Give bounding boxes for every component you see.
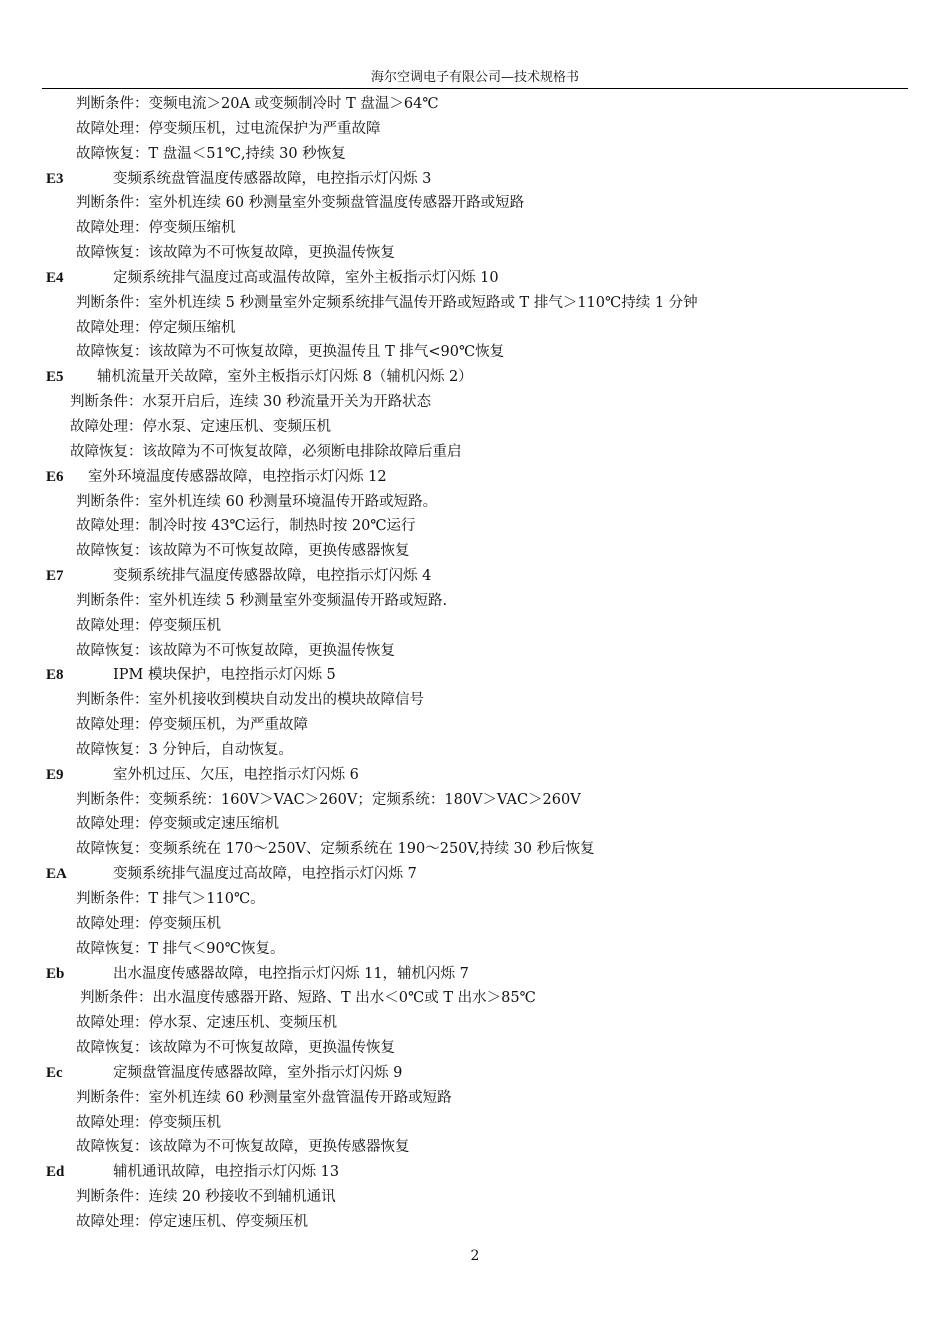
fault-detail-row bbox=[0, 639, 950, 664]
fault-detail-text: 故障恢复：该故障为不可恢复故障，更换传感器恢复 bbox=[76, 543, 410, 560]
fault-code-row bbox=[0, 266, 950, 291]
fault-code: E8 bbox=[46, 667, 64, 684]
fault-detail-text: 判断条件：变频电流＞20A 或变频制冷时 T 盘温＞64℃ bbox=[76, 96, 439, 112]
fault-detail-text: 判断条件：出水温度传感器开路、短路、T 出水＜0℃或 T 出水＞85℃ bbox=[80, 990, 536, 1007]
fault-detail-row bbox=[0, 986, 950, 1011]
fault-code-row bbox=[0, 167, 950, 192]
fault-detail-row bbox=[0, 291, 950, 316]
fault-title: 室外机过压、欠压，电控指示灯闪烁 6 bbox=[113, 766, 359, 783]
fault-detail-text: 判断条件：T 排气＞110℃。 bbox=[76, 891, 265, 907]
fault-detail-row bbox=[0, 390, 950, 415]
fault-detail-row bbox=[0, 241, 950, 266]
fault-detail-row bbox=[0, 490, 950, 515]
fault-detail-row bbox=[0, 912, 950, 937]
fault-code: EA bbox=[46, 866, 67, 883]
fault-title: 定频盘管温度传感器故障，室外指示灯闪烁 9 bbox=[113, 1064, 403, 1081]
fault-code: E5 bbox=[46, 369, 64, 386]
fault-code-row bbox=[0, 365, 950, 390]
fault-detail-row bbox=[0, 937, 950, 962]
fault-detail-row bbox=[0, 1086, 950, 1111]
fault-code: E4 bbox=[46, 269, 64, 286]
fault-detail-row bbox=[0, 117, 950, 142]
fault-title: 室外环境温度传感器故障，电控指示灯闪烁 12 bbox=[88, 468, 387, 485]
fault-detail-row bbox=[0, 514, 950, 539]
fault-detail-row bbox=[0, 415, 950, 440]
fault-detail-row bbox=[0, 191, 950, 216]
fault-detail-row bbox=[0, 539, 950, 564]
fault-detail-row bbox=[0, 92, 950, 117]
fault-detail-text: 判断条件：室外机连续 60 秒测量环境温传开路或短路。 bbox=[76, 493, 438, 510]
fault-code-row bbox=[0, 1061, 950, 1086]
fault-detail-text: 故障恢复：3 分钟后，自动恢复。 bbox=[76, 741, 293, 758]
fault-code: E3 bbox=[46, 170, 64, 187]
fault-detail-text: 故障处理：停变频或定速压缩机 bbox=[76, 816, 279, 833]
fault-detail-text: 故障恢复：该故障为不可恢复故障，更换温传且 T 排气<90℃恢复 bbox=[76, 344, 505, 361]
fault-detail-row bbox=[0, 440, 950, 465]
header-divider bbox=[42, 88, 908, 89]
fault-title: IPM 模块保护，电控指示灯闪烁 5 bbox=[113, 667, 336, 684]
fault-detail-row bbox=[0, 812, 950, 837]
fault-detail-row bbox=[0, 216, 950, 241]
fault-detail-row bbox=[0, 1011, 950, 1036]
fault-detail-text: 故障处理：制冷时按 43℃运行，制热时按 20℃运行 bbox=[76, 518, 416, 535]
fault-detail-row bbox=[0, 738, 950, 763]
fault-code-row bbox=[0, 465, 950, 490]
fault-detail-row bbox=[0, 1135, 950, 1160]
fault-detail-text: 判断条件：室外机接收到模块自动发出的模块故障信号 bbox=[76, 692, 424, 709]
fault-detail-row bbox=[0, 614, 950, 639]
fault-code-row bbox=[0, 763, 950, 788]
fault-title: 辅机流量开关故障，室外主板指示灯闪烁 8（辅机闪烁 2） bbox=[97, 369, 473, 386]
fault-detail-text: 故障处理：停变频压机，为严重故障 bbox=[76, 717, 308, 734]
fault-detail-row bbox=[0, 1185, 950, 1210]
fault-detail-text: 故障处理：停变频压缩机 bbox=[76, 220, 236, 237]
fault-detail-row bbox=[0, 1210, 950, 1235]
fault-title: 定频系统排气温度过高或温传故障，室外主板指示灯闪烁 10 bbox=[113, 269, 499, 286]
fault-detail-text: 故障处理：停变频压机 bbox=[76, 617, 221, 634]
fault-detail-text: 故障处理：停变频压机 bbox=[76, 915, 221, 932]
fault-detail-text: 故障处理：停变频压机 bbox=[76, 1114, 221, 1131]
fault-detail-row bbox=[0, 788, 950, 813]
fault-detail-text: 判断条件：水泵开启后，连续 30 秒流量开关为开路状态 bbox=[70, 394, 432, 411]
fault-code-list bbox=[0, 92, 950, 1235]
fault-detail-text: 故障处理：停定速压机、停变频压机 bbox=[76, 1213, 308, 1230]
fault-detail-text: 判断条件：室外机连续 60 秒测量室外盘管温传开路或短路 bbox=[76, 1089, 452, 1106]
fault-detail-text: 故障处理：停水泵、定速压机、变频压机 bbox=[76, 1015, 337, 1032]
fault-code-row bbox=[0, 962, 950, 987]
fault-code: Ed bbox=[46, 1164, 65, 1181]
fault-detail-row bbox=[0, 1111, 950, 1136]
fault-detail-text: 故障恢复：该故障为不可恢复故障，必须断电排除故障后重启 bbox=[70, 443, 462, 460]
fault-detail-text: 故障恢复：T 排气＜90℃恢复。 bbox=[76, 940, 285, 957]
fault-detail-row bbox=[0, 340, 950, 365]
fault-detail-text: 故障处理：停水泵、定速压机、变频压机 bbox=[70, 418, 331, 435]
fault-detail-text: 故障恢复：该故障为不可恢复故障，更换传感器恢复 bbox=[76, 1139, 410, 1156]
fault-detail-text: 故障恢复：该故障为不可恢复故障，更换温传恢复 bbox=[76, 245, 395, 262]
fault-code: E7 bbox=[46, 568, 64, 585]
fault-title: 变频系统排气温度传感器故障，电控指示灯闪烁 4 bbox=[113, 568, 432, 585]
fault-title: 辅机通讯故障，电控指示灯闪烁 13 bbox=[113, 1164, 340, 1181]
fault-title: 出水温度传感器故障，电控指示灯闪烁 11，辅机闪烁 7 bbox=[113, 965, 469, 982]
fault-detail-text: 判断条件：连续 20 秒接收不到辅机通讯 bbox=[76, 1189, 336, 1206]
fault-code-row bbox=[0, 564, 950, 589]
fault-code: Eb bbox=[46, 965, 65, 982]
fault-code-row bbox=[0, 663, 950, 688]
fault-detail-text: 故障恢复：T 盘温＜51℃,持续 30 秒恢复 bbox=[76, 145, 346, 162]
fault-detail-row bbox=[0, 837, 950, 862]
fault-detail-row bbox=[0, 688, 950, 713]
fault-detail-text: 故障恢复：该故障为不可恢复故障，更换温传恢复 bbox=[76, 642, 395, 659]
fault-detail-text: 判断条件：室外机连续 5 秒测量室外变频温传开路或短路. bbox=[76, 592, 448, 609]
fault-detail-row bbox=[0, 887, 950, 912]
fault-detail-text: 故障恢复：变频系统在 170～250V、定频系统在 190～250V,持续 30 秒后恢复 bbox=[76, 841, 595, 858]
fault-detail-text: 故障处理：停定频压缩机 bbox=[76, 319, 236, 336]
fault-detail-text: 故障恢复：该故障为不可恢复故障，更换温传恢复 bbox=[76, 1040, 395, 1057]
fault-detail-row bbox=[0, 316, 950, 341]
fault-detail-text: 故障处理：停变频压机，过电流保护为严重故障 bbox=[76, 120, 381, 137]
fault-code-row bbox=[0, 862, 950, 887]
fault-detail-row bbox=[0, 142, 950, 167]
page-number: 2 bbox=[470, 1248, 480, 1264]
fault-detail-row bbox=[0, 713, 950, 738]
document-header: 海尔空调电子有限公司—技术规格书 bbox=[370, 70, 579, 85]
fault-detail-text: 判断条件：室外机连续 5 秒测量室外定频系统排气温传开路或短路或 T 排气＞110℃持续 1 分钟 bbox=[76, 294, 698, 311]
fault-title: 变频系统盘管温度传感器故障，电控指示灯闪烁 3 bbox=[113, 170, 432, 187]
fault-detail-text: 判断条件：室外机连续 60 秒测量室外变频盘管温度传感器开路或短路 bbox=[76, 195, 525, 212]
fault-code: E6 bbox=[46, 468, 64, 485]
fault-detail-row bbox=[0, 1036, 950, 1061]
fault-title: 变频系统排气温度过高故障，电控指示灯闪烁 7 bbox=[113, 866, 417, 883]
fault-code: Ec bbox=[46, 1064, 63, 1081]
fault-detail-row bbox=[0, 589, 950, 614]
fault-code: E9 bbox=[46, 766, 64, 783]
fault-code-row bbox=[0, 1160, 950, 1185]
fault-detail-text: 判断条件：变频系统：160V＞VAC＞260V；定频系统：180V＞VAC＞260V bbox=[76, 791, 581, 808]
